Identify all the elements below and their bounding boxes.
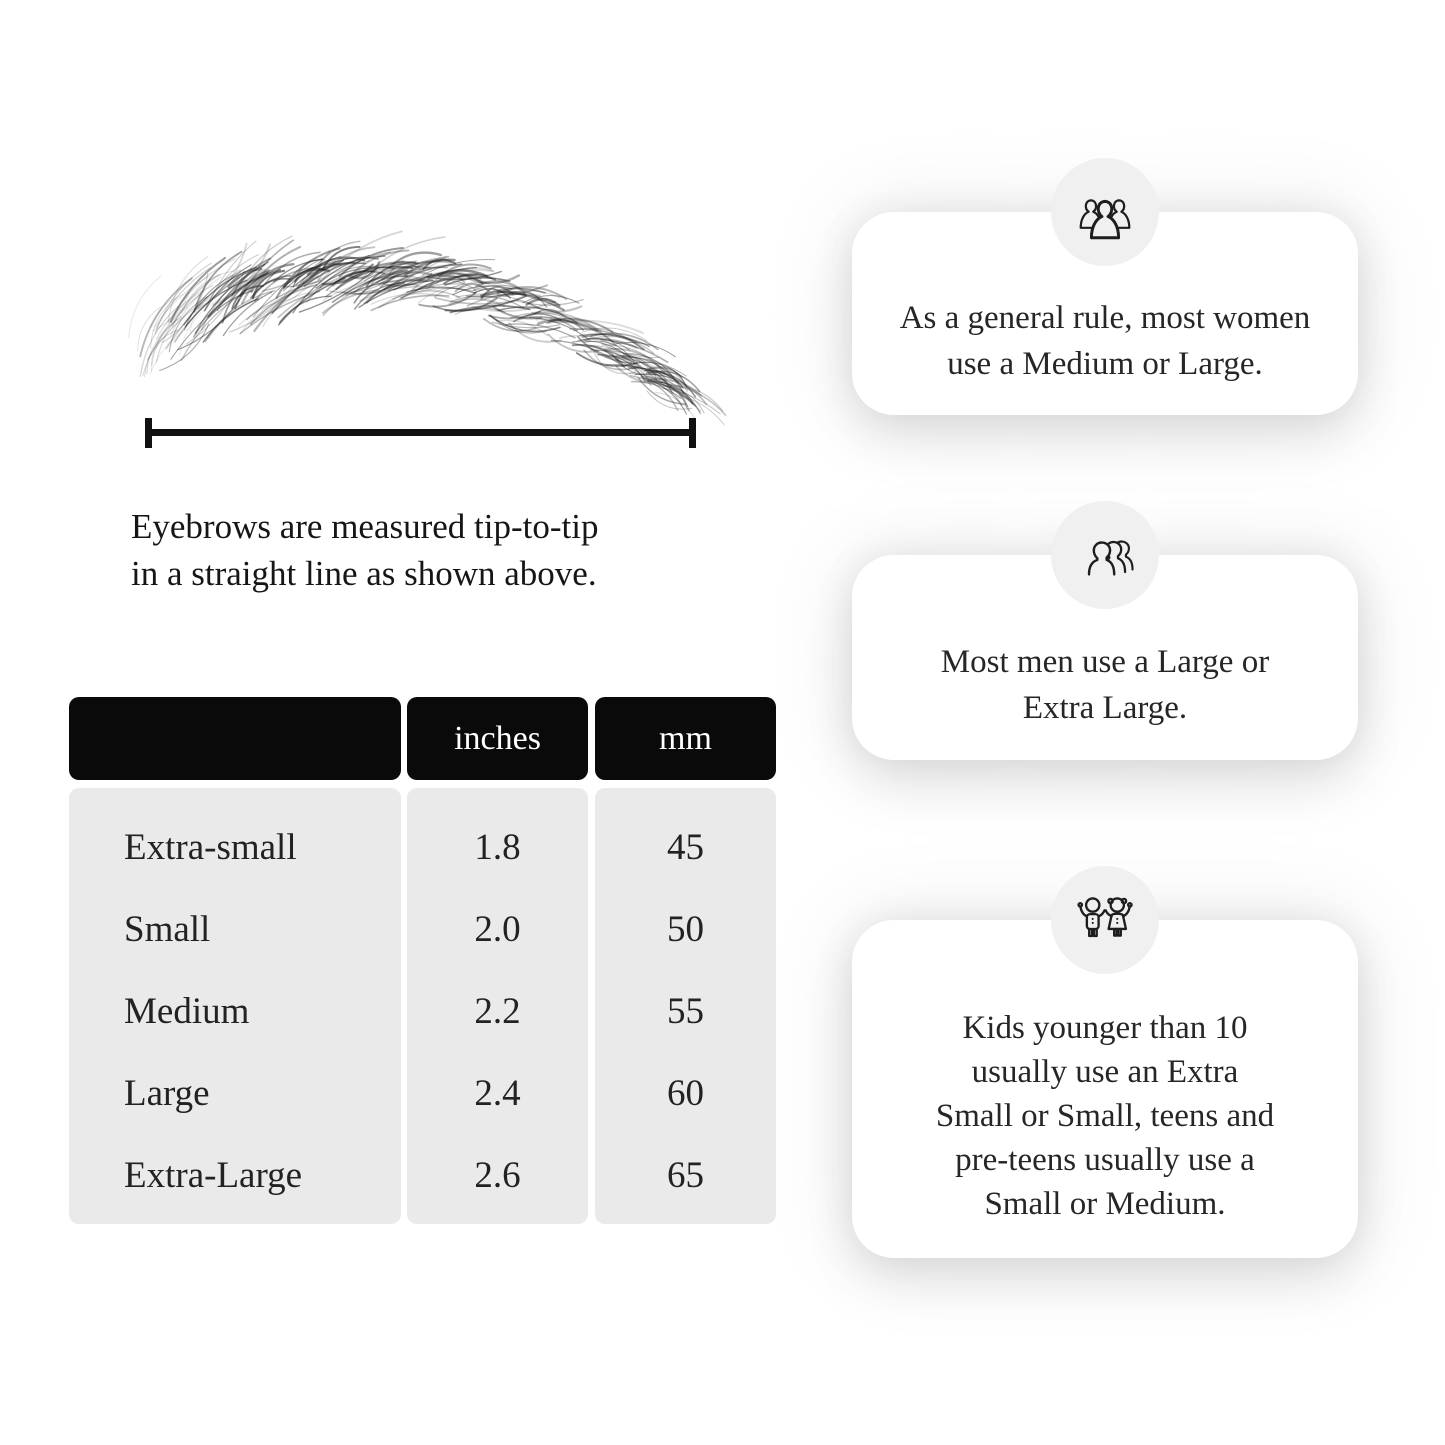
measurement-caption [131, 503, 751, 597]
card-text-line: Most men use a Large or [940, 643, 1270, 680]
card-text-line: Extra Large. [1022, 689, 1188, 726]
card-text-line: pre-teens usually use a [955, 1142, 1255, 1178]
mm-cell: 65 [667, 1154, 704, 1196]
table-header-inches: inches [407, 697, 588, 780]
men-group-icon [1073, 524, 1137, 586]
kids-icon [1073, 892, 1137, 948]
info-card-men [852, 555, 1358, 760]
card-text [941, 639, 1269, 731]
women-group-icon [1074, 181, 1136, 243]
size-cell: Medium [124, 990, 250, 1032]
caption-line: in a straight line as shown above. [131, 554, 597, 593]
size-cell: Extra-Large [124, 1154, 303, 1196]
size-cell: Extra-small [124, 826, 297, 868]
card-text-line: Small or Medium. [984, 1186, 1226, 1222]
table-column-inches [407, 788, 588, 1224]
size-cell: Small [124, 908, 211, 950]
measurement-line-bar [145, 429, 696, 436]
icon-circle [1051, 158, 1159, 266]
card-text [936, 1006, 1274, 1226]
card-text-line: As a general rule, most women [899, 299, 1311, 336]
card-text [900, 295, 1311, 387]
icon-circle [1051, 501, 1159, 609]
inches-cell: 1.8 [474, 826, 521, 868]
inches-cell: 2.2 [474, 990, 521, 1032]
card-text-line: Small or Small, teens and [935, 1098, 1275, 1134]
eyebrow-illustration [122, 215, 700, 400]
card-text-line: Kids younger than 10 [962, 1010, 1248, 1046]
mm-cell: 55 [667, 990, 704, 1032]
caption-line: Eyebrows are measured tip-to-tip [131, 507, 599, 546]
inches-cell: 2.4 [474, 1072, 521, 1114]
mm-cell: 60 [667, 1072, 704, 1114]
mm-cell: 45 [667, 826, 704, 868]
card-text-line: usually use an Extra [971, 1054, 1239, 1090]
mm-cell: 50 [667, 908, 704, 950]
table-header-size [69, 697, 401, 780]
card-text-line: use a Medium or Large. [947, 345, 1263, 382]
table-column-mm [595, 788, 776, 1224]
measurement-line-right-cap [689, 418, 696, 448]
inches-cell: 2.6 [474, 1154, 521, 1196]
info-card-women [852, 212, 1358, 415]
table-header-mm: mm [595, 697, 776, 780]
table-column-size [69, 788, 401, 1224]
inches-cell: 2.0 [474, 908, 521, 950]
icon-circle [1051, 866, 1159, 974]
info-card-kids [852, 920, 1358, 1258]
size-cell: Large [124, 1072, 210, 1114]
